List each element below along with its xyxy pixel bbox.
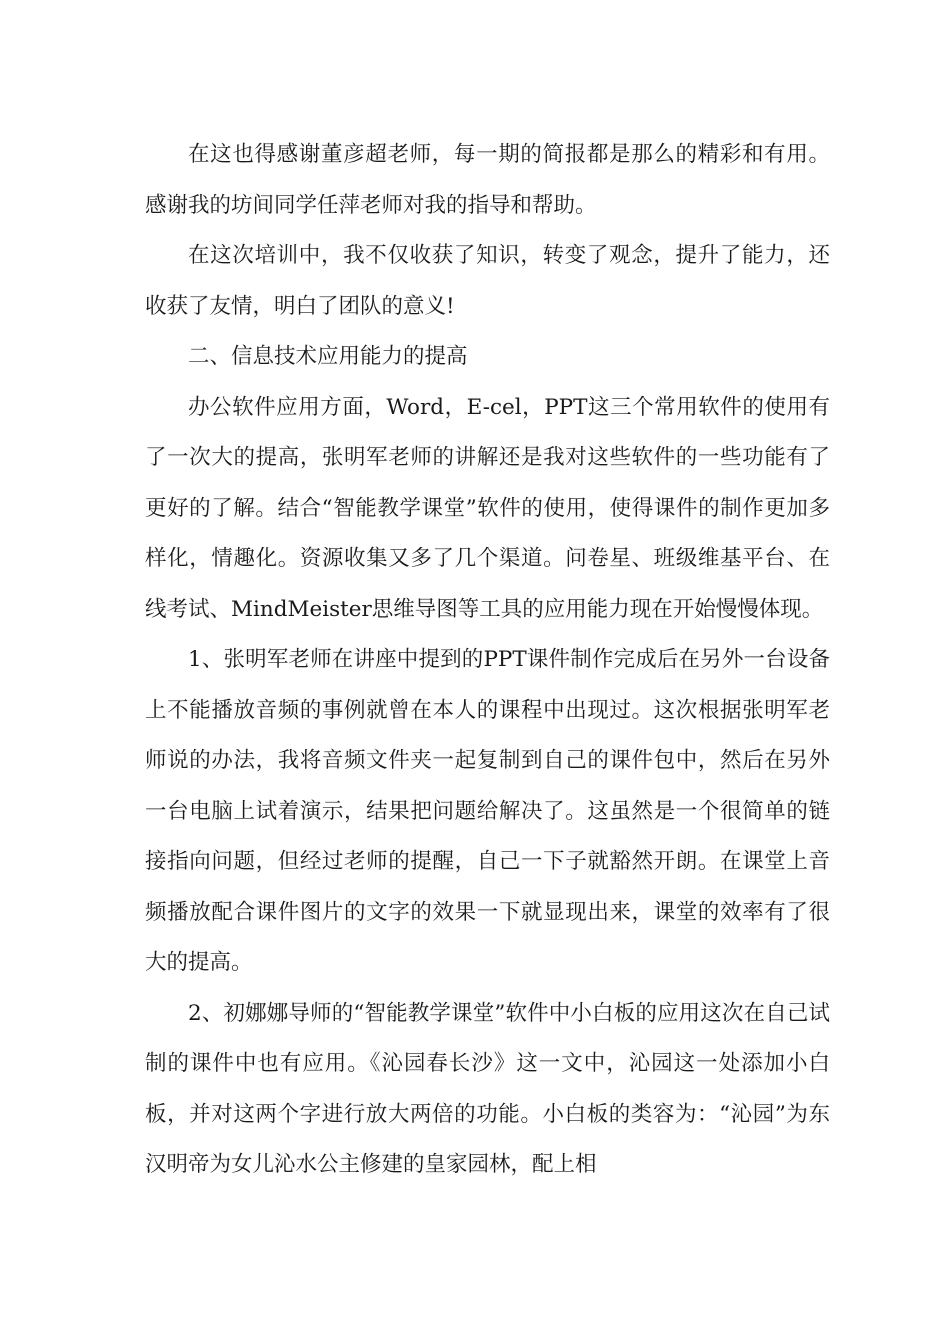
paragraph-thanks-teachers: 在这也得感谢董彦超老师，每一期的简报都是那么的精彩和有用。感谢我的坊间同学任萍老师对我的指导和帮助。 — [145, 142, 830, 218]
paragraph-item-2: 2、初娜娜导师的“智能教学课堂”软件中小白板的应用这次在自己试制的课件中也有应用。《沁园春长沙》这一文中，沁园这一处添加小白板，并对这两个字进行放大两倍的功能。小白板的类容为：“沁园”为东汉明帝为女儿沁水公主修建的皇家园林，配上相 — [145, 1000, 830, 1177]
section-heading: 二、信息技术应用能力的提高 — [188, 344, 468, 369]
paragraph-item-1: 1、张明军老师在讲座中提到的PPT课件制作完成后在另外一台设备上不能播放音频的事例就曾在本人的课程中出现过。这次根据张明军老师说的办法，我将音频文件夹一起复制到自己的课件包中，然后在另外一台电脑上试着演示，结果把问题给解决了。这虽然是一个很简单的链接指向问题，但经过老师的提醒，自己一下子就豁然开朗。在课堂上音频播放配合课件图片的文字的效果一下就显现出来，课堂的效率有了很大的提高。 — [145, 647, 830, 975]
paragraph-office-software: 办公软件应用方面，Word，E-cel，PPT这三个常用软件的使用有了一次大的提高，张明军老师的讲解还是我对这些软件的一些功能有了更好的了解。结合“智能教学课堂”软件的使用，使得课件的制作更加多样化，情趣化。资源收集又多了几个渠道。问卷星、班级维基平台、在线考试、MindMeister思维导图等工具的应用能力现在开始慢慢体现。 — [145, 394, 830, 622]
paragraph-training-gains: 在这次培训中，我不仅收获了知识，转变了观念，提升了能力，还收获了友情，明白了团队的意义! — [145, 243, 830, 319]
document-body — [145, 130, 830, 1191]
